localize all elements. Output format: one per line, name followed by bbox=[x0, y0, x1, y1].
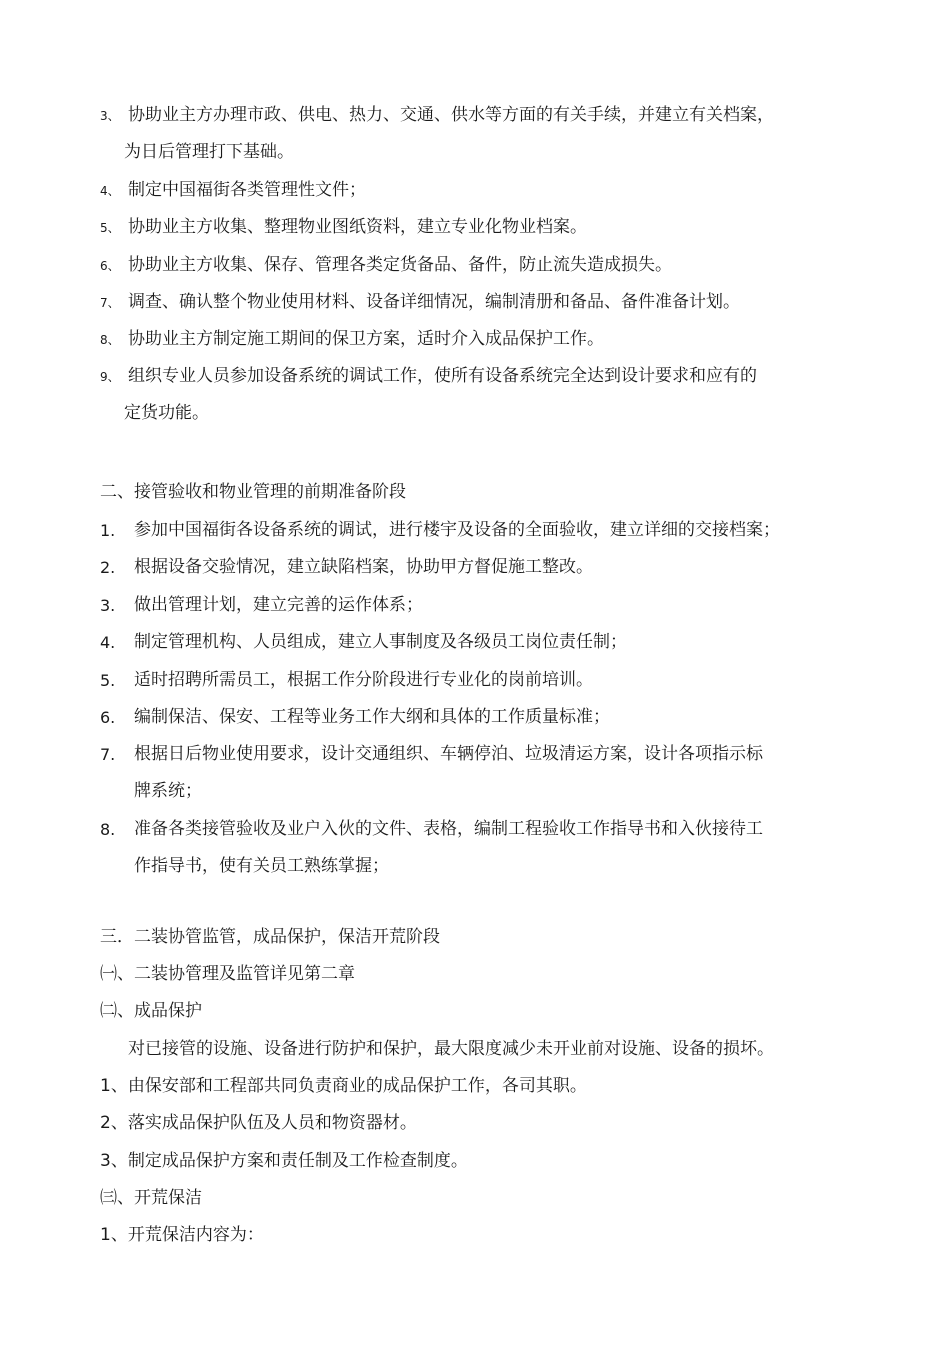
list-item-number: 6、 bbox=[100, 259, 120, 273]
list-item-text-continuation: 定货功能。 bbox=[124, 403, 209, 423]
list-item-text: 协助业主方制定施工期间的保卫方案，适时介入成品保护工作。 bbox=[128, 329, 604, 349]
list-item: 1、开荒保洁内容为： bbox=[100, 1225, 264, 1245]
list-item-number: 2. bbox=[100, 558, 116, 577]
list-item-number: 6. bbox=[100, 708, 116, 727]
list-item: 1、由保安部和工程部共同负责商业的成品保护工作，各司其职。 bbox=[100, 1076, 587, 1096]
list-item-number: 8、 bbox=[100, 333, 120, 347]
section-heading: 三．二装协管监管，成品保护，保洁开荒阶段 bbox=[100, 927, 440, 947]
list-item-text: 参加中国福街各设备系统的调试，进行楼宇及设备的全面验收，建立详细的交接档案； bbox=[134, 520, 780, 540]
list-item-text: 根据设备交验情况，建立缺陷档案，协助甲方督促施工整改。 bbox=[134, 557, 593, 577]
list-item-text: 协助业主方收集、保存、管理各类定货备品、备件，防止流失造成损失。 bbox=[128, 255, 672, 275]
list-item-text-continuation: 牌系统； bbox=[134, 781, 202, 801]
list-item-number: 4. bbox=[100, 633, 116, 652]
subsection-heading: ㈠、二装协管理及监管详见第二章 bbox=[100, 964, 355, 984]
subsection-heading: ㈢、开荒保洁 bbox=[100, 1188, 202, 1208]
list-item-number: 5. bbox=[100, 671, 116, 690]
subsection-heading: ㈡、成品保护 bbox=[100, 1001, 202, 1021]
list-item: 3、制定成品保护方案和责任制及工作检查制度。 bbox=[100, 1151, 468, 1171]
list-item-text-continuation: 作指导书，使有关员工熟练掌握； bbox=[134, 856, 389, 876]
list-item-text: 准备各类接管验收及业户入伙的文件、表格，编制工程验收工作指导书和入伙接待工 bbox=[134, 819, 763, 839]
list-item-number: 3. bbox=[100, 596, 116, 615]
list-item-text: 协助业主方收集、整理物业图纸资料，建立专业化物业档案。 bbox=[128, 217, 587, 237]
list-item-text: 根据日后物业使用要求，设计交通组织、车辆停泊、垃圾清运方案，设计各项指示标 bbox=[134, 744, 763, 764]
paragraph: 对已接管的设施、设备进行防护和保护，最大限度减少未开业前对设施、设备的损坏。 bbox=[128, 1039, 774, 1059]
list-item-number: 9、 bbox=[100, 370, 120, 384]
list-item-text: 协助业主方办理市政、供电、热力、交通、供水等方面的有关手续，并建立有关档案， bbox=[128, 105, 774, 125]
list-item-text: 调查、确认整个物业使用材料、设备详细情况，编制清册和备品、备件准备计划。 bbox=[128, 292, 740, 312]
list-item-number: 3、 bbox=[100, 109, 120, 123]
list-item-number: 4、 bbox=[100, 184, 120, 198]
list-item-text-continuation: 为日后管理打下基础。 bbox=[124, 142, 294, 162]
list-item-number: 7. bbox=[100, 745, 116, 764]
list-item-number: 8. bbox=[100, 820, 116, 839]
list-item-number: 1. bbox=[100, 521, 116, 540]
list-item-number: 5、 bbox=[100, 221, 120, 235]
list-item-text: 适时招聘所需员工，根据工作分阶段进行专业化的岗前培训。 bbox=[134, 670, 593, 690]
list-item: 2、落实成品保护队伍及人员和物资器材。 bbox=[100, 1113, 417, 1133]
list-item-text: 编制保洁、保安、工程等业务工作大纲和具体的工作质量标准； bbox=[134, 707, 610, 727]
list-item-text: 制定中国福街各类管理性文件； bbox=[128, 180, 366, 200]
list-item-text: 制定管理机构、人员组成，建立人事制度及各级员工岗位责任制； bbox=[134, 632, 627, 652]
list-item-text: 做出管理计划，建立完善的运作体系； bbox=[134, 595, 423, 615]
list-item-number: 7、 bbox=[100, 296, 120, 310]
section-heading: 二、接管验收和物业管理的前期准备阶段 bbox=[100, 482, 406, 502]
list-item-text: 组织专业人员参加设备系统的调试工作，使所有设备系统完全达到设计要求和应有的 bbox=[128, 366, 757, 386]
